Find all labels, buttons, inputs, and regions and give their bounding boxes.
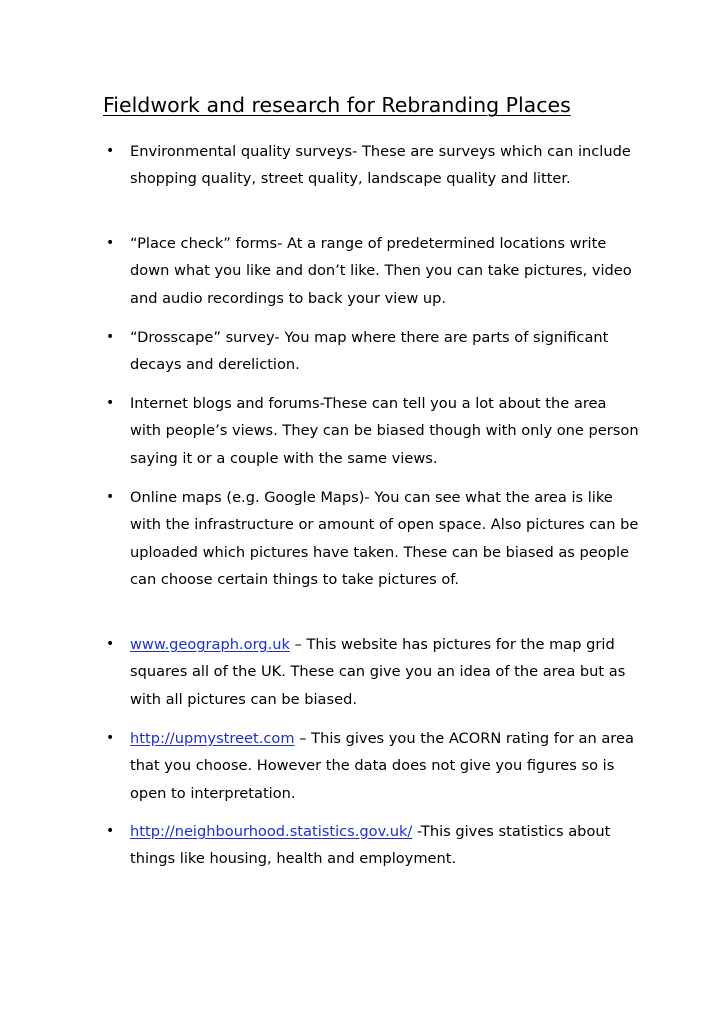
bullet-icon: • bbox=[106, 235, 115, 251]
list-item-text: Online maps (e.g. Google Maps)- You can see what the area is like with the infrastructure or amount of open space. Also pictures can be uploaded which pictures have taken. These can be biased as people can choose certain things to take pictures of. bbox=[130, 489, 639, 588]
upmystreet-link[interactable]: http://upmystreet.com bbox=[130, 730, 295, 747]
bullet-icon: • bbox=[106, 823, 115, 839]
bullet-icon: • bbox=[106, 730, 115, 746]
list-item bbox=[106, 484, 640, 593]
list-item bbox=[106, 725, 640, 807]
list-item bbox=[106, 138, 640, 193]
bullet-icon: • bbox=[106, 395, 115, 411]
list-item-text: Internet blogs and forums-These can tell you a lot about the area with people’s views. They can be biased though with only one person saying it or a couple with the same views. bbox=[130, 395, 639, 467]
list-item-text: – This gives you the ACORN rating for an area that you choose. However the data does not give you figures so is open to interpretation. bbox=[130, 730, 634, 802]
list-item bbox=[106, 631, 640, 713]
geograph-link[interactable]: www.geograph.org.uk bbox=[130, 636, 290, 653]
bullet-icon: • bbox=[106, 329, 115, 345]
list-item-text: -This gives statistics about things like housing, health and employment. bbox=[130, 823, 611, 868]
list-item-text: Environmental quality surveys- These are surveys which can include shopping quality, street quality, landscape quality and litter. bbox=[130, 143, 631, 188]
page-title: Fieldwork and research for Rebranding Places bbox=[103, 93, 571, 117]
list-item bbox=[106, 390, 640, 472]
bullet-icon: • bbox=[106, 636, 115, 652]
neighbourhood-statistics-link[interactable]: http://neighbourhood.statistics.gov.uk/ bbox=[130, 823, 413, 840]
list-item-text: “Drosscape” survey- You map where there are parts of significant decays and dereliction. bbox=[130, 329, 609, 374]
bullet-icon: • bbox=[106, 143, 115, 159]
list-item bbox=[106, 818, 640, 873]
list-item-text: – This website has pictures for the map grid squares all of the UK. These can give you an idea of the area but as with all pictures can be biased. bbox=[130, 636, 626, 708]
list-item bbox=[106, 324, 640, 379]
list-item-text: “Place check” forms- At a range of predetermined locations write down what you like and don’t like. Then you can take pictures, video and audio recordings to back your view up. bbox=[130, 235, 632, 307]
list-item bbox=[106, 230, 640, 312]
bullet-icon: • bbox=[106, 489, 115, 505]
